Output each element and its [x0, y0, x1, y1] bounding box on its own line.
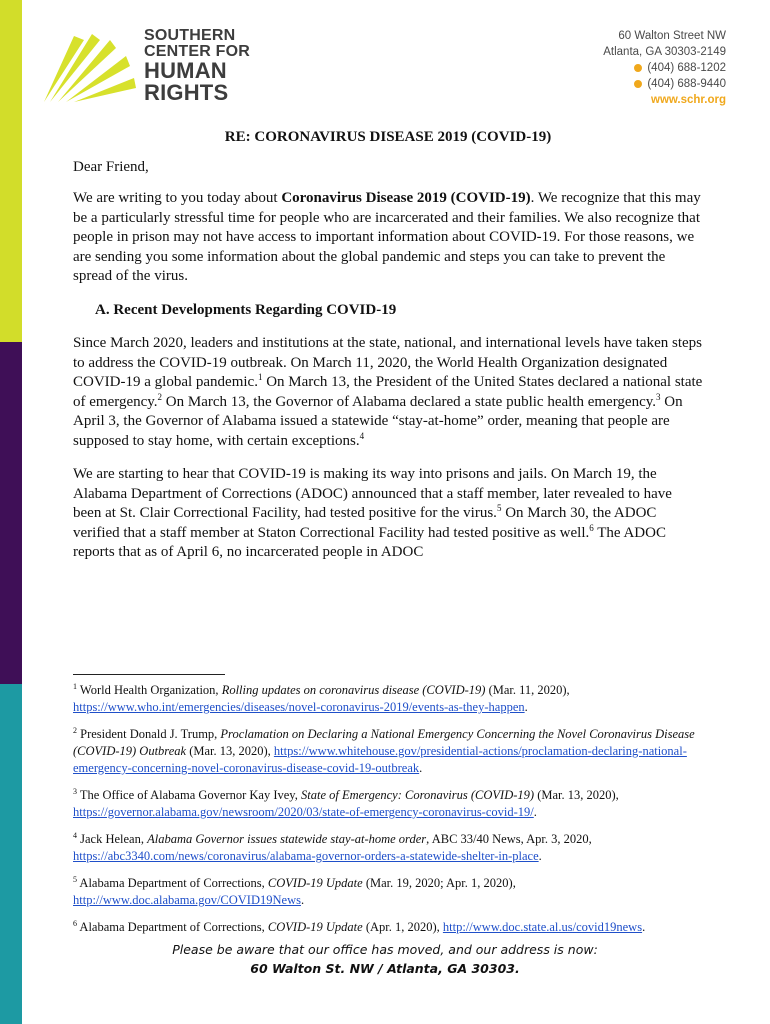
footnote-ref-1: 1 [257, 372, 263, 382]
footnote-4-link[interactable]: https://abc3340.com/news/coronavirus/alabama-governor-orders-a-statewide-shelter-in-place [73, 849, 539, 863]
footnote-6: $^6$ Alabama Department of Corrections, COVID-19 Update (Apr. 1, 2020), http://www.doc.state.al.us/covid19news. [73, 918, 646, 934]
paragraph-developments: Since March 2020, leaders and institutions at the state, national, and international levels have taken steps to address the COVID-19 outbreak. On March 11, 2020, the World Health Organization designated COVID-19 a global pandemic.$^1$ On March 13, the President of the United States declared a national state of emergency.$^2$ On March 13, the Governor of Alabama declared a state public health emergency.$^3$ On April 3, the Governor of Alabama issued a statewide “stay-at-home” order, meaning that people are supposed to stay home, with certain exceptions.$^4$ [73, 335, 703, 449]
logo-line-3: HUMAN [144, 58, 227, 83]
logo-line-2: CENTER FOR [144, 43, 250, 60]
section-heading-a: A. Recent Developments Regarding COVID-19 [95, 301, 397, 318]
footnote-2-link[interactable]: https://www.whitehouse.gov/presidential-actions/proclamation-declaring-national-emergency-concerning-novel-coronavirus-disease-covid-19-outbreak [73, 744, 687, 775]
footnote-ref-6: 6 [589, 522, 594, 533]
phone-number [603, 60, 726, 76]
letter-body [73, 128, 703, 577]
footnote-1-link[interactable]: https://www.who.int/emergencies/diseases/novel-coronavirus-2019/events-as-they-happen [73, 700, 525, 714]
moved-notice [0, 940, 770, 978]
footnote-divider [73, 674, 225, 675]
footnote-5-link[interactable]: http://www.doc.alabama.gov/COVID19News [73, 893, 301, 907]
moved-notice-line-2: 60 Walton St. NW / Atlanta, GA 30303. [250, 961, 520, 976]
subject-line: RE: CORONAVIRUS DISEASE 2019 (COVID-19) [224, 129, 552, 145]
schr-logo [44, 28, 250, 104]
greeting: Dear Friend, [73, 158, 149, 175]
logo-line-1: SOUTHERN [144, 27, 236, 44]
fax-number [603, 76, 726, 92]
moved-notice-line-1: Please be aware that our office has moved, and our address is now: [172, 942, 598, 957]
phone-text: (404) 688-1202 [647, 62, 726, 74]
logo-wordmark [144, 28, 250, 104]
sunburst-logo-icon [44, 30, 136, 102]
footnote-ref-4: 4 [359, 430, 365, 441]
address-block [603, 28, 726, 108]
footnote-ref-2: 2 [157, 391, 163, 402]
side-stripe-middle [0, 342, 22, 684]
bold-covid-name: Coronavirus Disease 2019 (COVID-19) [281, 190, 531, 206]
footnote-3: $^3$ The Office of Alabama Governor Kay Ivey, State of Emergency: Coronavirus (COVID-19) (Mar. 13, 2020), https://governor.alabama.gov/newsroom/2020/03/state-of-emergency-coronavirus-covid-19/. [73, 786, 619, 819]
address-city: Atlanta, GA 30303-2149 [603, 46, 726, 58]
paragraph-intro: We are writing to you today about Coronavirus Disease 2019 (COVID-19). We recognize that this may be a particularly stressful time for people who are incarcerated and their families. We also recognize that people in prison may not have access to important information about COVID-19. For those reasons, we are sending you some information about the global pandemic and steps you can take to prevent the spread of the virus. [73, 190, 701, 284]
paragraph-prisons: We are starting to hear that COVID-19 is making its way into prisons and jails. On March 19, the Alabama Department of Corrections (ADOC) announced that a staff member, later revealed to have been at St. Clair Correctional Facility, had tested positive for the virus.$^5$ On March 30, the ADOC verified that a staff member at Staton Correctional Facility had tested positive as well.$^6$ The ADOC reports that as of April 6, no incarcerated people in ADOC [73, 466, 672, 560]
side-stripe-top [0, 0, 22, 342]
footnote-1: $^1$ World Health Organization, Rolling updates on coronavirus disease (COVID-19) (Mar. 11, 2020), https://www.who.int/emergencies/diseases/novel-coronavirus-2019/events-as-they-happen. [73, 681, 570, 714]
logo-line-4: RIGHTS [144, 80, 229, 105]
footnote-6-link[interactable]: http://www.doc.state.al.us/covid19news [442, 920, 643, 934]
footnote-2: $^2$ President Donald J. Trump, Proclamation on Declaring a National Emergency Concerning the Novel Coronavirus Disease (COVID-19) Outbreak (Mar. 13, 2020), https://www.whitehouse.gov/presidential-actions/proclamation-declaring-national-emergency-concerning-novel-coronavirus-disease-covid-19-outbreak. [73, 725, 695, 775]
footnotes [73, 682, 713, 946]
footnote-ref-5: 5 [496, 503, 502, 513]
footnote-ref-3: 3 [656, 391, 661, 402]
fax-text: (404) 688-9440 [647, 78, 726, 90]
website-link[interactable]: www.schr.org [651, 94, 726, 106]
footnote-3-link[interactable]: https://governor.alabama.gov/newsroom/2020/03/state-of-emergency-coronavirus-covid-19/ [73, 805, 534, 819]
footnote-5: $^5$ Alabama Department of Corrections, COVID-19 Update (Mar. 19, 2020; Apr. 1, 2020), http://www.doc.alabama.gov/COVID19News. [73, 874, 516, 907]
footnote-4: $^4$ Jack Helean, Alabama Governor issues statewide stay-at-home order, ABC 33/40 News, Apr. 3, 2020, https://abc3340.com/news/coronavirus/alabama-governor-orders-a-statewide-shelter-in-place. [73, 830, 592, 863]
address-street: 60 Walton Street NW [618, 30, 726, 42]
